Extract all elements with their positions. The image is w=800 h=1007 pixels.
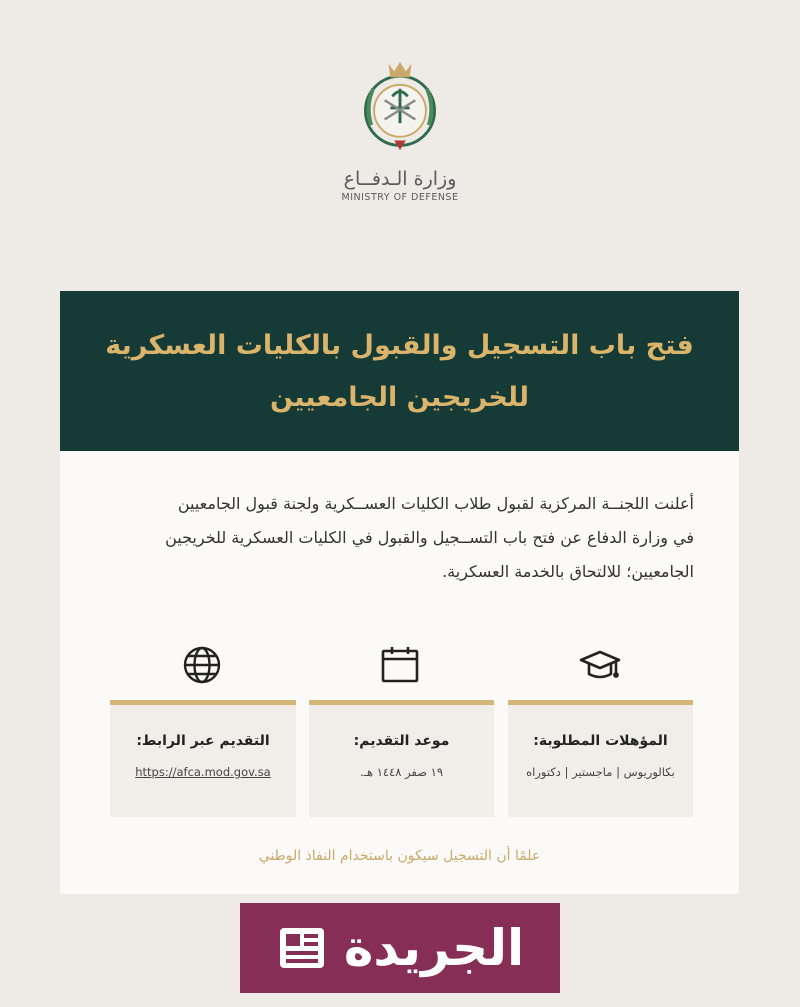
graduation-cap-icon xyxy=(578,643,622,687)
announcement-card xyxy=(60,291,739,894)
watermark-text: الجريدة xyxy=(343,919,525,977)
newspaper-icon xyxy=(276,922,328,974)
announcement-banner xyxy=(60,291,739,451)
body-line: أعلنت اللجنــة المركزية لقبول طلاب الكليات العســكرية ولجنة قبول الجامعيين xyxy=(177,494,694,513)
announcement-body xyxy=(94,487,694,589)
org-name-arabic: وزارة الـدفــاع xyxy=(343,168,457,190)
apply-link[interactable]: https://afca.mod.gov.sa xyxy=(135,765,271,779)
body-line: في وزارة الدفاع عن فتح باب التســجيل والقبول في الكليات العسكرية للخريجين xyxy=(165,528,694,547)
deadline-title: موعد التقديم: xyxy=(353,733,450,749)
qualifications-title: المؤهلات المطلوبة: xyxy=(533,733,668,749)
aljarida-watermark xyxy=(240,903,560,993)
banner-title-line1: فتح باب التسجيل والقبول بالكليات العسكرية xyxy=(105,330,694,361)
apply-link-card xyxy=(110,700,296,817)
org-name-english: MINISTRY OF DEFENSE xyxy=(341,192,459,203)
ministry-emblem-icon xyxy=(352,58,448,154)
deadline-value: ١٩ صفر ١٤٤٨ هـ. xyxy=(359,765,444,779)
nafath-note: علمًا أن التسجيل سيكون باستخدام النفاذ الوطني xyxy=(258,848,541,864)
calendar-icon xyxy=(378,643,422,687)
qualifications-card xyxy=(508,700,693,817)
deadline-card xyxy=(309,700,494,817)
ministry-logo-block xyxy=(300,58,500,203)
banner-title-line2: للخريجين الجامعيين xyxy=(269,382,530,413)
apply-link-title: التقديم عبر الرابط: xyxy=(136,733,270,749)
globe-icon xyxy=(180,643,224,687)
qualifications-value: بكالوريوس | ماجستير | دكتوراه xyxy=(526,765,675,779)
body-line: الجامعيين؛ للالتحاق بالخدمة العسكرية. xyxy=(442,562,694,581)
